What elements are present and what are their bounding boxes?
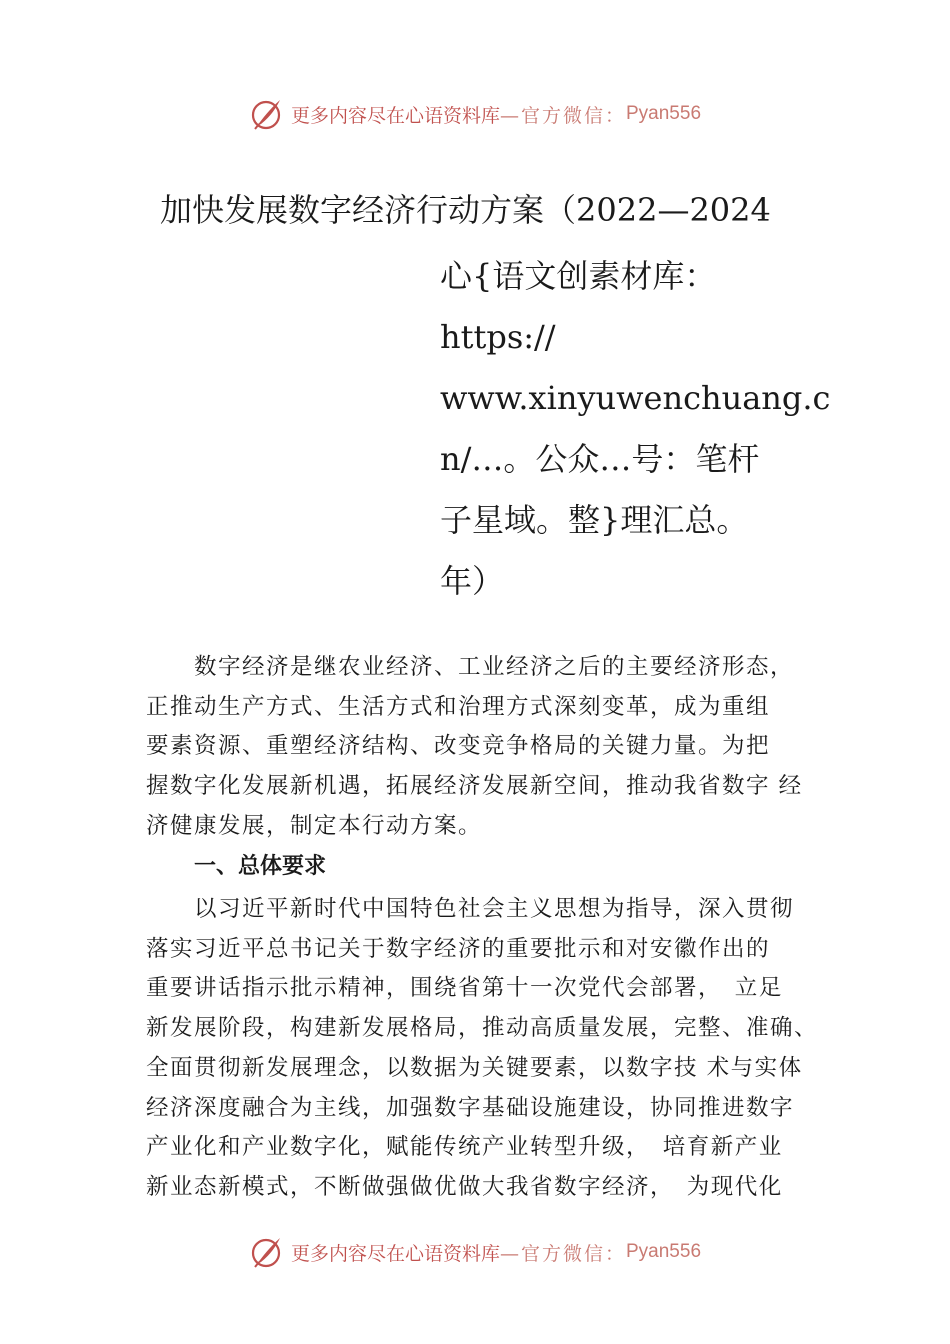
paragraph-line: 握数字化发展新机遇，拓展经济发展新空间，推动我省数字 经 bbox=[146, 773, 803, 800]
paragraph-line: 新发展阶段，构建新发展格局，推动高质量发展，完整、准确、 bbox=[146, 1015, 819, 1042]
subtitle-line: n/…。公众…号：笔杆 bbox=[440, 440, 760, 478]
intro-paragraph bbox=[146, 648, 846, 847]
paragraph-line: 重要讲话指示批示精神，围绕省第十一次党代会部署， 立足 bbox=[146, 975, 783, 1002]
subtitle-line: https:// bbox=[440, 318, 556, 356]
paragraph-line: 落实习近平总书记关于数字经济的重要批示和对安徽作出的 bbox=[146, 935, 771, 962]
watermark-header bbox=[0, 94, 950, 134]
quill-stamp-icon bbox=[249, 96, 285, 132]
paragraph-line: 经济深度融合为主线，加强数字基础设施建设，协同推进数字 bbox=[146, 1094, 795, 1121]
watermark-wechat-id: Pyan556 bbox=[626, 1241, 702, 1262]
paragraph-line: 数字经济是继农业经济、工业经济之后的主要经济形态， bbox=[146, 654, 795, 680]
watermark-footer bbox=[0, 1232, 950, 1272]
paragraph-line: 正推动生产方式、生活方式和治理方式深刻变革，成为重组 bbox=[146, 693, 771, 720]
watermark-wechat-id: Pyan556 bbox=[626, 103, 702, 124]
paragraph-line: 要素资源、重塑经济结构、改变竞争格局的关键力量。为把 bbox=[146, 733, 771, 760]
section-heading: 一、总体要求 bbox=[194, 854, 327, 879]
watermark-brand-text: 更多内容尽在心语资料库 bbox=[290, 1242, 500, 1265]
quill-stamp-icon bbox=[249, 1234, 285, 1270]
paragraph-line: 全面贯彻新发展理念，以数据为关键要素，以数字技 术与实体 bbox=[146, 1054, 803, 1081]
paragraph-line: 以习近平新时代中国特色社会主义思想为指导，深入贯彻 bbox=[146, 896, 795, 922]
subtitle-line: 子星域。整}理汇总。 bbox=[440, 501, 749, 539]
document-title: 加快发展数字经济行动方案（2022—2024 bbox=[160, 191, 771, 229]
watermark-brand-text: 更多内容尽在心语资料库 bbox=[290, 104, 500, 127]
paragraph-line: 产业化和产业数字化，赋能传统产业转型升级， 培育新产业 bbox=[146, 1134, 783, 1161]
paragraph-line: 新业态新模式，不断做强做优做大我省数字经济， 为现代化 bbox=[146, 1173, 783, 1200]
paragraph-line: 济健康发展，制定本行动方案。 bbox=[146, 812, 483, 839]
subtitle-line: 心{语文创素材库： bbox=[440, 257, 717, 295]
watermark-wechat-label: —官方微信： bbox=[499, 1242, 626, 1265]
subtitle-line: www.xinyuwenchuang.c bbox=[440, 379, 831, 417]
watermark-wechat-label: —官方微信： bbox=[499, 104, 626, 127]
section-paragraph bbox=[146, 890, 846, 1208]
document-subtitle bbox=[440, 246, 831, 612]
subtitle-line: 年） bbox=[440, 562, 505, 600]
